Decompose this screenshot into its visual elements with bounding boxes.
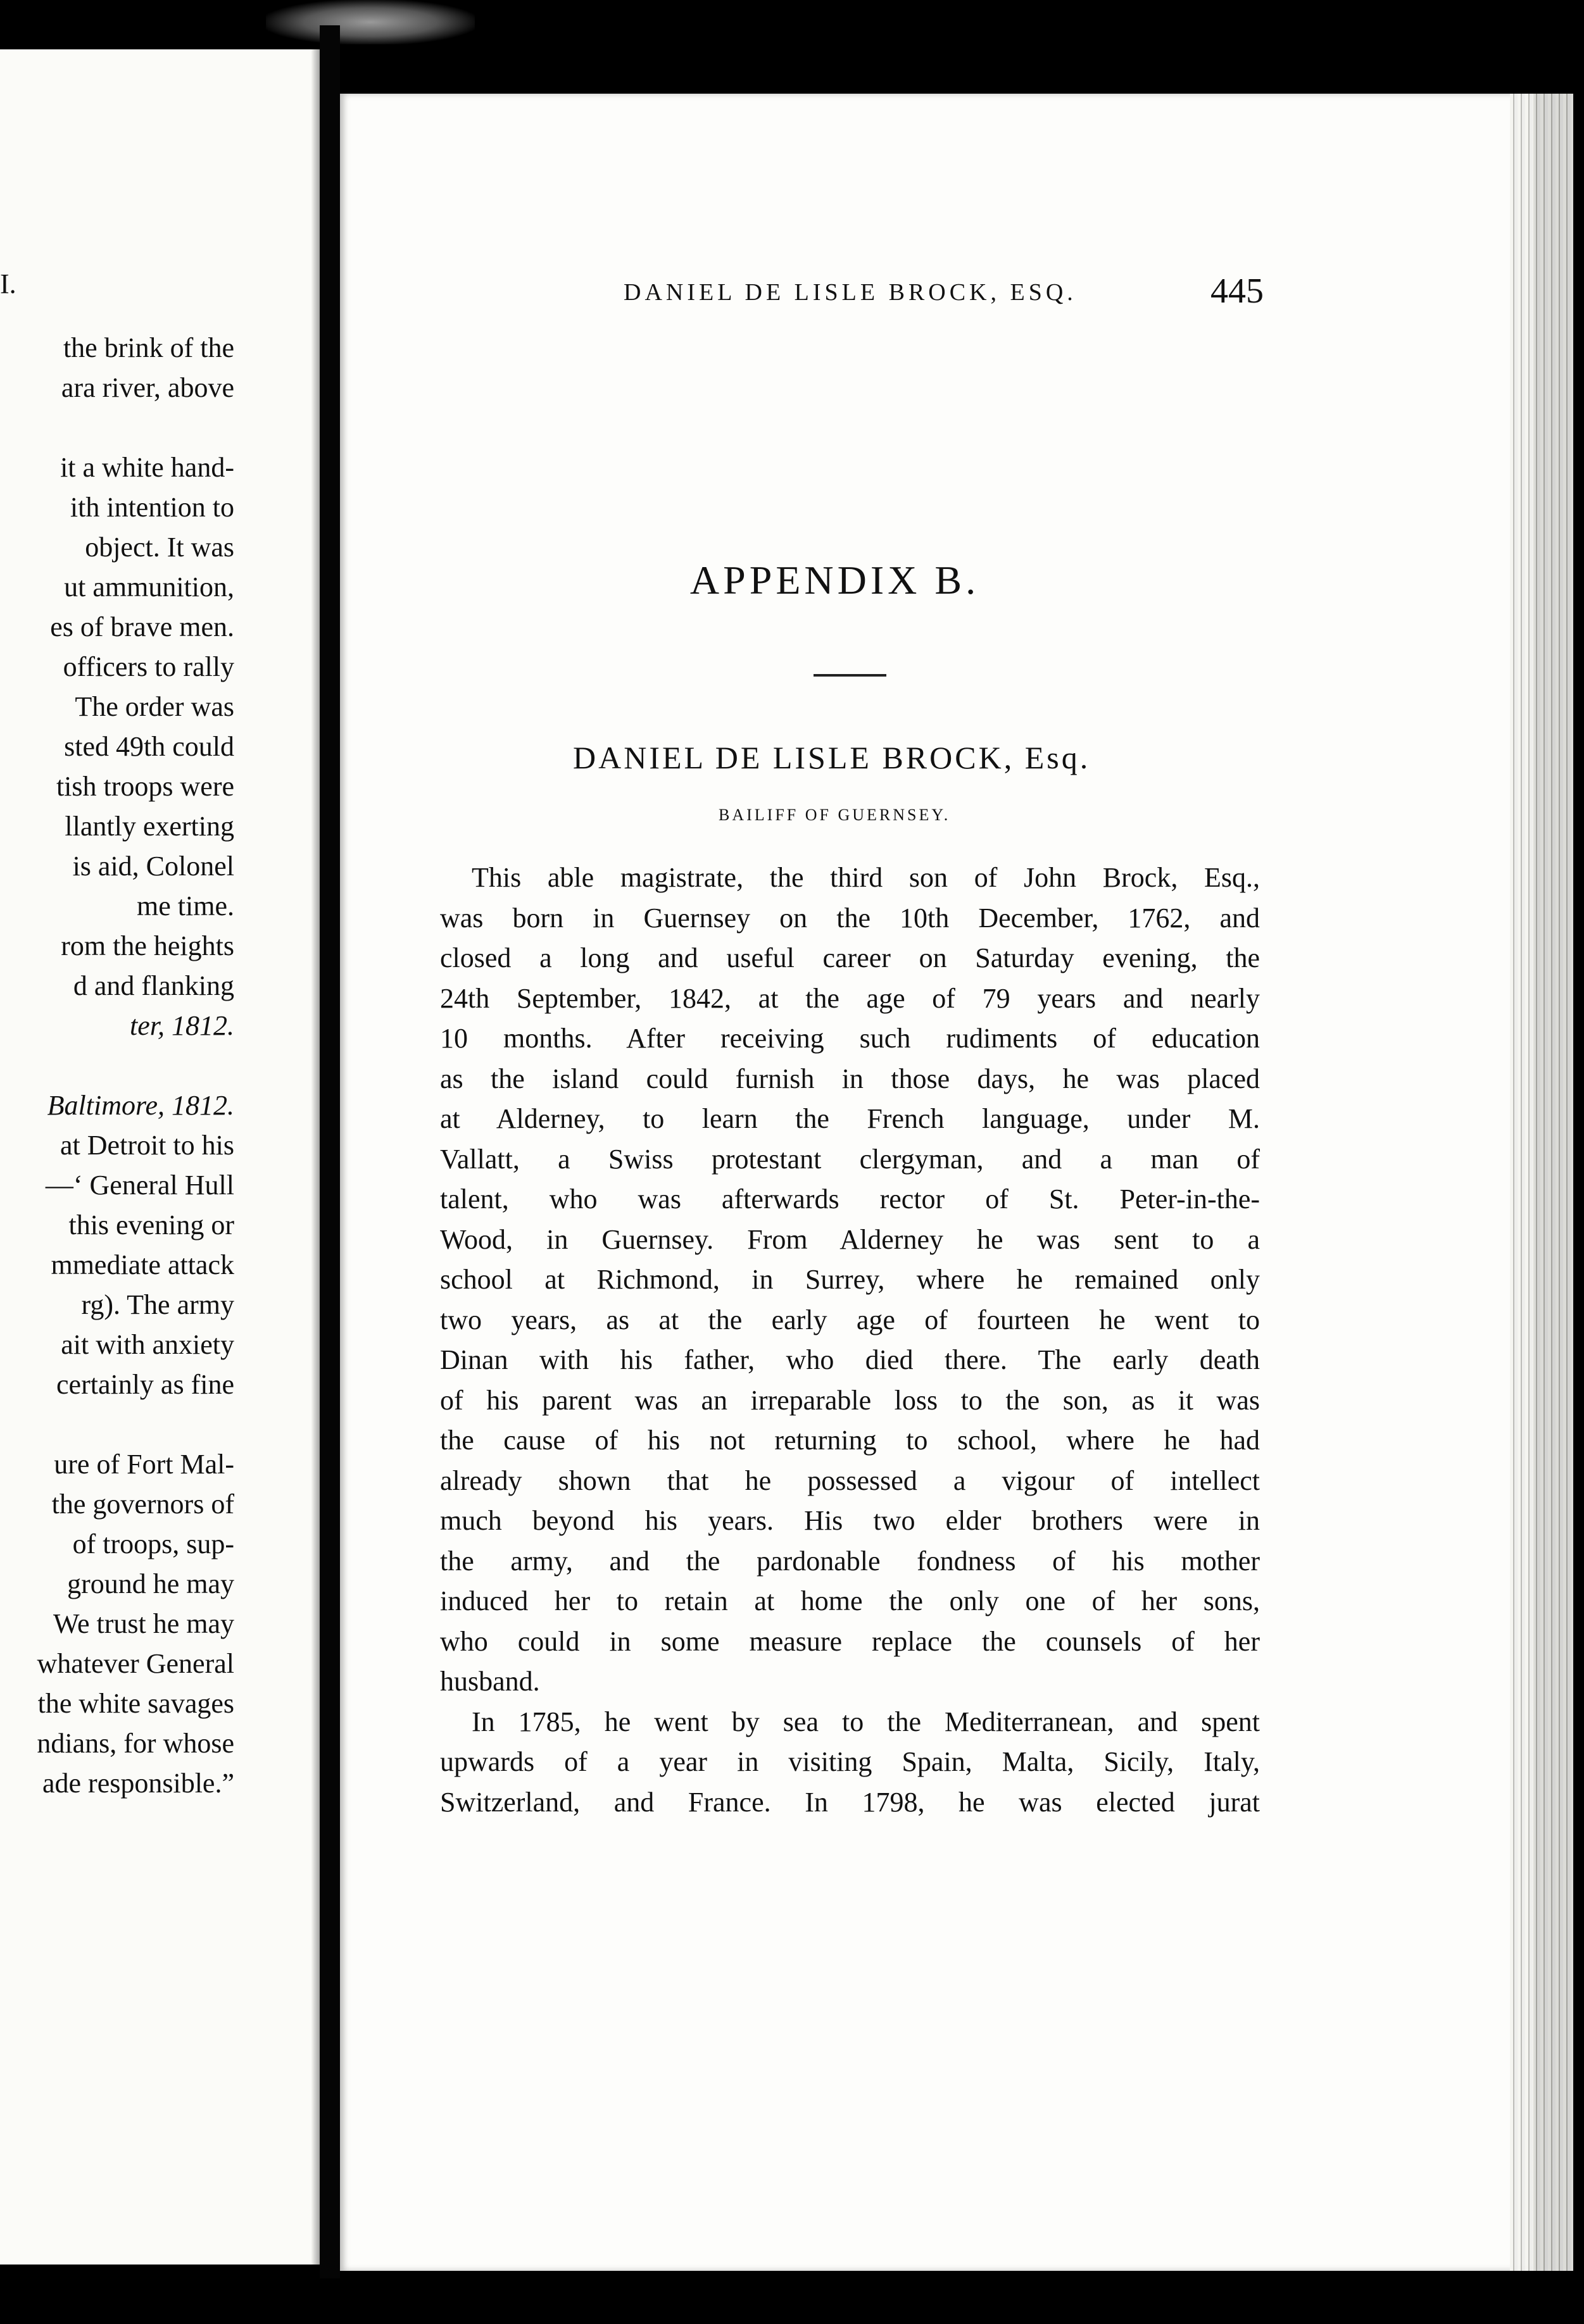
body-line: two years, as at the early age of fourteen he went to [440, 1304, 1260, 1335]
left-page-line: d and flanking [73, 970, 234, 1001]
left-page-line: ith intention to [70, 492, 234, 523]
body-line: was born in Guernsey on the 10th December, 1762, and [440, 902, 1260, 934]
left-page-line: sted 49th could [64, 731, 234, 762]
book-binding [320, 25, 340, 2278]
page-edges [1510, 94, 1573, 2271]
left-page-line: the white savages [37, 1688, 234, 1719]
body-line: school at Richmond, in Surrey, where he remained only [440, 1264, 1260, 1295]
body-line: In 1785, he went by sea to the Mediterranean, and spent [472, 1706, 1260, 1737]
body-line: 24th September, 1842, at the age of 79 years and nearly [440, 982, 1260, 1014]
body-line: husband. [440, 1666, 540, 1697]
body-line: the army, and the pardonable fondness of his mother [440, 1545, 1260, 1577]
body-line: the cause of his not returning to school, where he had [440, 1425, 1260, 1456]
left-page-line: is aid, Colonel [72, 851, 234, 882]
body-line: Dinan with his father, who died there. The early death [440, 1344, 1260, 1375]
body-line: This able magistrate, the third son of John Brock, Esq., [472, 862, 1260, 893]
left-page-line: Baltimore, 1812. [47, 1090, 234, 1121]
left-page-line: ter, 1812. [130, 1010, 234, 1041]
left-page-line: ground he may [67, 1568, 234, 1599]
body-line: much beyond his years. His two elder brothers were in [440, 1505, 1260, 1536]
body-line: who could in some measure replace the counsels of her [440, 1625, 1260, 1657]
left-page-line: The order was [75, 691, 234, 722]
section-subheading: BAILIFF OF GUERNSEY. [719, 806, 951, 824]
left-page-line: rom the heights [61, 930, 234, 961]
body-line: at Alderney, to learn the French language, under M. [440, 1103, 1260, 1134]
running-head: DANIEL DE LISLE BROCK, ESQ. [624, 279, 1077, 306]
body-line: Switzerland, and France. In 1798, he was elected jurat [440, 1786, 1260, 1818]
left-page-line: officers to rally [63, 651, 234, 682]
left-page-line: ade responsible.” [42, 1768, 234, 1799]
left-page-line: this evening or [68, 1209, 234, 1240]
left-page-line: ait with anxiety [61, 1329, 234, 1360]
left-page-line: at Detroit to his [60, 1130, 234, 1161]
left-facing-page [0, 49, 320, 2265]
left-page-line: the governors of [51, 1489, 234, 1520]
body-text [440, 858, 1260, 1822]
body-line: induced her to retain at home the only one of her sons, [440, 1585, 1260, 1616]
left-page-line: —‘ General Hull [45, 1170, 234, 1201]
left-page-line: rg). The army [81, 1289, 234, 1320]
body-line: upwards of a year in visiting Spain, Malta, Sicily, Italy, [440, 1746, 1260, 1777]
left-page-line: es of brave men. [50, 611, 234, 642]
left-page-line: ut ammunition, [64, 572, 234, 603]
left-page-line: We trust he may [53, 1608, 234, 1639]
gutter-shadow [311, 49, 320, 2265]
body-line: talent, who was afterwards rector of St. Peter-in-the- [440, 1184, 1260, 1215]
left-running-head: I. [0, 268, 16, 299]
body-line: as the island could furnish in those days, he was placed [440, 1063, 1260, 1094]
section-heading: DANIEL DE LISLE BROCK, Esq. [573, 740, 1091, 775]
title-rule [814, 674, 886, 677]
left-page-line: ndians, for whose [37, 1728, 234, 1759]
appendix-title: APPENDIX B. [689, 558, 980, 603]
left-page-line: object. It was [85, 532, 234, 563]
left-page-line: me time. [137, 890, 234, 921]
body-line: closed a long and useful career on Saturday evening, the [440, 942, 1260, 973]
body-line: of his parent was an irreparable loss to the son, as it was [440, 1384, 1260, 1416]
page-number: 445 [1210, 272, 1264, 311]
body-line: 10 months. After receiving such rudiments of education [440, 1023, 1260, 1054]
left-page-line: ure of Fort Mal- [54, 1449, 234, 1480]
left-page-line: certainly as fine [56, 1369, 234, 1400]
left-page-line: whatever General [37, 1648, 234, 1679]
body-line: Vallatt, a Swiss protestant clergyman, and a man of [440, 1143, 1260, 1175]
left-page-line: llantly exerting [65, 811, 234, 842]
left-page-line: it a white hand- [60, 452, 234, 483]
left-page-line: mmediate attack [51, 1249, 234, 1280]
scan-stain [266, 0, 475, 44]
body-line: already shown that he possessed a vigour of intellect [440, 1465, 1260, 1496]
left-page-line: of troops, sup- [72, 1528, 234, 1559]
left-page-line: the brink of the [63, 332, 234, 363]
body-line: Wood, in Guernsey. From Alderney he was sent to a [440, 1223, 1260, 1255]
left-page-line: ara river, above [61, 372, 234, 403]
left-page-line: tish troops were [56, 771, 234, 802]
